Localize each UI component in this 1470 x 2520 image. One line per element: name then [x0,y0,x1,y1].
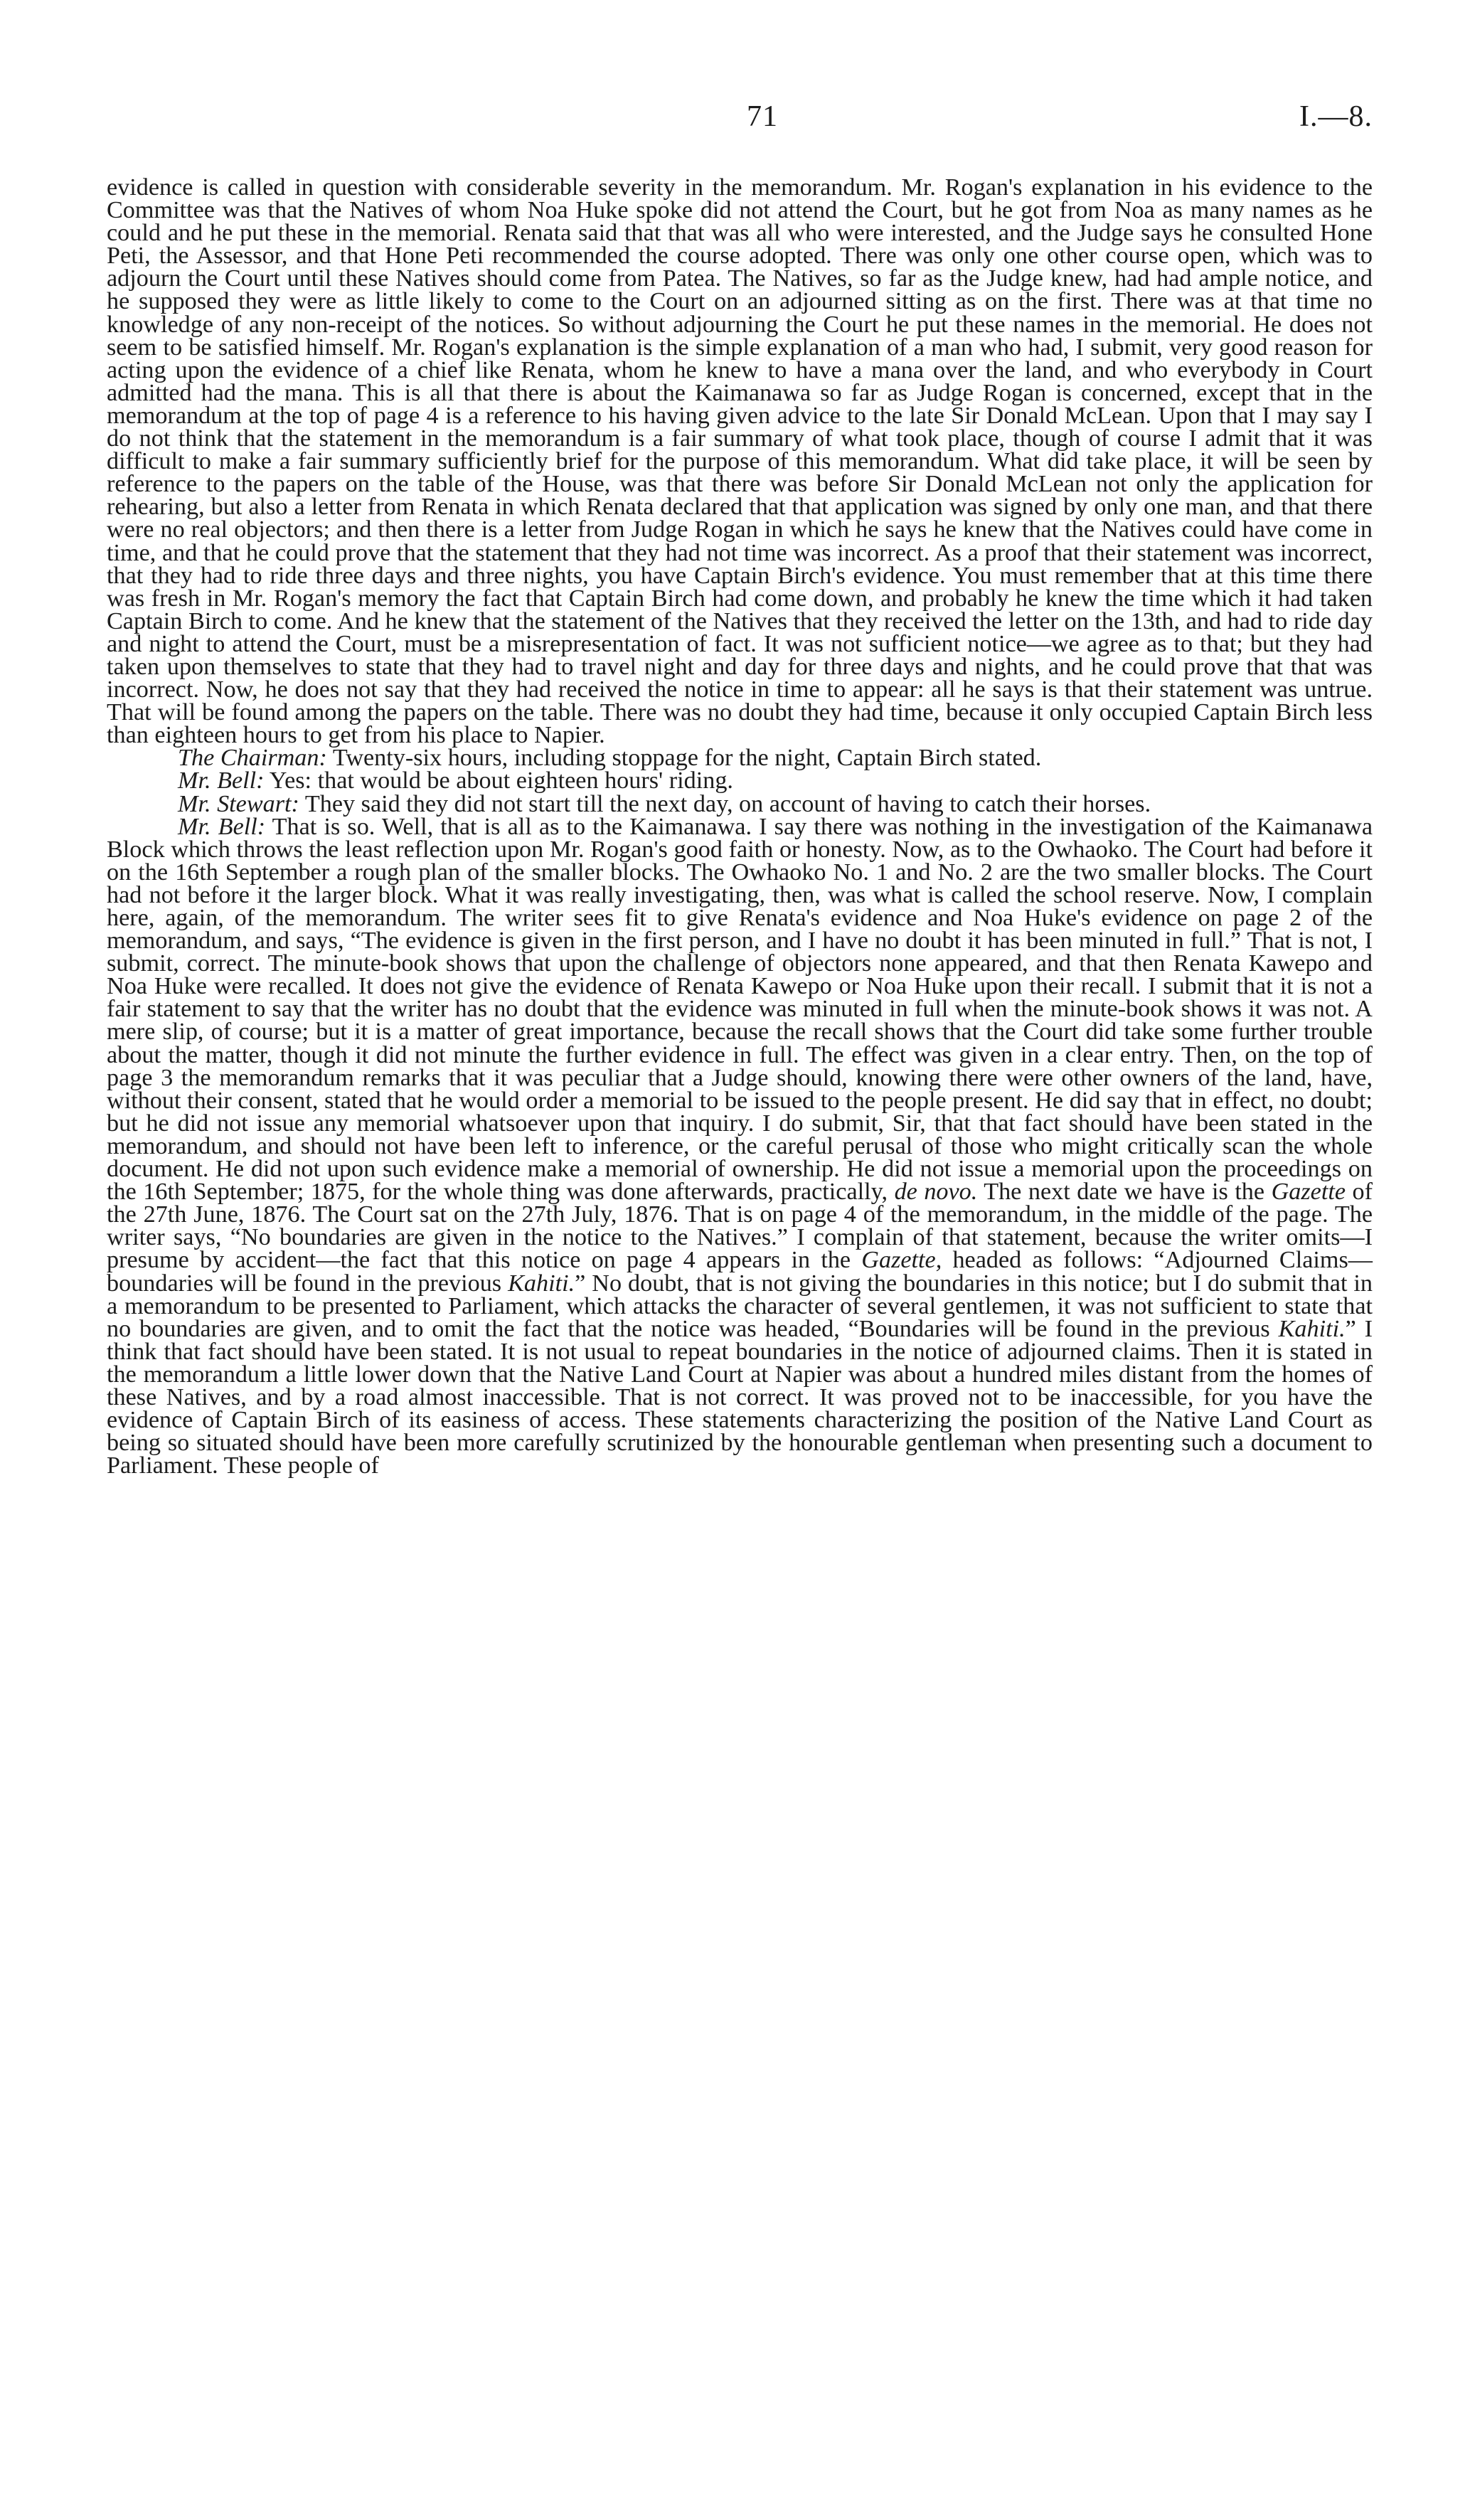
speech-text: Twenty-six hours, including stoppage for the night, Captain Birch stated. [326,745,1042,772]
page-number: 71 [747,100,778,133]
paragraph-bell-reply [107,767,1373,794]
body-text [107,176,1373,1477]
speech-text: Yes: that would be about eighteen hours' riding. [264,767,733,794]
speaker-name: The Chairman: [178,745,327,772]
speech-text: ” No doubt, that is not giving the boundaries in this notice; but I do submit that in a memorandum to be presented to Parliament, which attacks the character of several gentlemen, it was not sufficient to state that no boundaries are given, and to omit the fact that the notice was headed, “Boundaries will be found in the previous [107,1270,1373,1342]
italic-term: Kahiti. [1278,1315,1346,1342]
italic-term: de novo. [894,1179,978,1206]
speech-text: They said they did not start till the next day, on account of having to catch their horses. [299,790,1151,817]
speech-text: headed as follows: “Adjourned Claims—boundaries will be found in the previous [107,1247,1373,1297]
italic-term: Gazette [1271,1179,1346,1206]
speaker-name: Mr. Stewart: [178,790,299,817]
speech-text: ” I think that fact should have been stated. It is not usual to repeat boundaries in the notice of adjourned claims. Then it is stated in the memorandum a little lower down that the Native Land Court at Napier was about a hundred miles distant from the homes of these Natives, and by a road almost inaccessible. That is not correct. It was proved not to be inaccessible, for you have the evidence of Captain Birch of its easiness of access. These statements characterizing the position of the Native Land Court as being so situated should have been more carefully scrutinized by the honourable gentleman when presenting such a document to Parliament. These people of [107,1315,1373,1479]
italic-term: Gazette, [861,1247,942,1274]
paragraph-chairman [107,747,1373,770]
paragraph-bell-owhaoko [107,813,1373,1479]
speech-text: That is so. Well, that is all as to the Kaimanawa. I say there was nothing in the investigation of the Kaimanawa Block which throws the least reflection upon Mr. Rogan's good faith or honesty. Now, as to the Owhaoko. The Court had before it on the 16th September a rough plan of the smaller blocks. The Owhaoko No. 1 and No. 2 are the two smaller blocks. The Court had not before it the larger block. What it was really investigating, then, was what is called the school reserve. Now, I complain here, again, of the memorandum. The writer sees fit to give Renata's evidence and Noa Huke's evidence on page 2 of the memorandum, and says, “The evidence is given in the first person, and I have no doubt it has been minuted in full.” That is not, I submit, correct. The minute-book shows that upon the challenge of objectors none appeared, and that then Renata Kawepo and Noa Huke were recalled. It does not give the evidence of Renata Kawepo or Noa Huke upon their recall. I submit that it is not a fair statement to say that the writer has no doubt that the evidence was minuted in full when the minute-book shows it was not. A mere slip, of course; but it is a matter of great importance, because the recall shows that the Court did take some further trouble about the matter, though it did not minute the further evidence in full. The effect was given in a clear entry. Then, on the top of page 3 the memorandum remarks that it was peculiar that a Judge should, knowing there were other owners of the land, have, without their consent, stated that he would order a memorial to be issued to the people present. He did say that in effect, no doubt; but he did not issue any memorial whatsoever upon that inquiry. I do submit, Sir, that that fact should have been stated in the memorandum, and should not have been left to inference, or the careful perusal of those who might critically scan the whole document. He did not upon such evidence make a memorial of ownership. He did not issue a memorial upon the proceedings on the 16th September; 1875, for the whole thing was done afterwards, practically, [107,813,1373,1206]
speaker-name: Mr. Bell: [178,813,266,840]
speaker-name: Mr. Bell: [178,767,265,794]
paragraph-stewart [107,790,1373,817]
speech-text: of the 27th June, 1876. The Court sat on the 27th July, 1876. That is on page 4 of the memorandum, in the middle of the page. The writer says, “No boundaries are given in the notice to the Natives.” I complain of that statement, because the writer omits—I presume by accident—the fact that this notice on page 4 appears in the [107,1179,1373,1274]
paragraph-rogan-explanation: evidence is called in question with considerable severity in the memorandum. Mr. Rogan's explanation in his evidence to the Committee was that the Natives of whom Noa Huke spoke did not attend the Court, but he got from Noa as many names as he could and he put these in the memorial. Renata said that that was all who were interested, and the Judge says he consulted Hone Peti, the Assessor, and that Hone Peti recommended the course adopted. There was only one other course open, which was to adjourn the Court until these Natives should come from Patea. The Natives, so far as the Judge knew, had had ample notice, and he supposed they were as little likely to come to the Court on an adjourned sitting as on the first. There was at that time no knowledge of any non-receipt of the notices. So without adjourning the Court he put these names in the memorial. He does not seem to be satisfied himself. Mr. Rogan's explanation is the simple explanation of a man who had, I submit, very good reason for acting upon the evidence of a chief like Renata, whom he knew to have a mana over the land, and who everybody in Court admitted had the mana. This is all that there is about the Kaimanawa so far as Judge Rogan is concerned, except that in the memorandum at the top of page 4 is a reference to his having given advice to the late Sir Donald McLean. Upon that I may say I do not think that the statement in the memorandum is a fair summary of what took place, though of course I admit that it was difficult to make a fair summary sufficiently brief for the purpose of this memorandum. What did take place, it will be seen by reference to the papers on the table of the House, was that there was before Sir Donald McLean not only the application for rehearing, but also a letter from Renata in which Renata declared that that application was signed by only one man, and that there were no real objectors; and then there is a letter from Judge Rogan in which he says he knew that the Natives could have come in time, and that he could prove that the statement that they had not time was incorrect. As a proof that their statement was incorrect, that they had to ride three days and three nights, you have Captain Birch's evidence. You must remember that at this time there was fresh in Mr. Rogan's memory the fact that Captain Birch had come down, and probably he knew the time which it had taken Captain Birch to come. And he knew that the statement of the Natives that they received the letter on the 13th, and had to ride day and night to attend the Court, must be a misrepresentation of fact. It was not sufficient notice—we agree as to that; but they had taken upon themselves to state that they had to travel night and day for three days and nights, and he could prove that that was incorrect. Now, he does not say that they had received the notice in time to appear: all he says is that their statement was untrue. That will be found among the papers on the table. There was no doubt they had time, because it only occupied Captain Birch less than eighteen hours to get from his place to Napier. [107,174,1373,749]
speech-text: The next date we have is the [977,1179,1265,1206]
italic-term: Kahiti. [508,1270,575,1297]
page-header [107,100,1373,142]
document-reference: I.—8. [1299,100,1373,133]
